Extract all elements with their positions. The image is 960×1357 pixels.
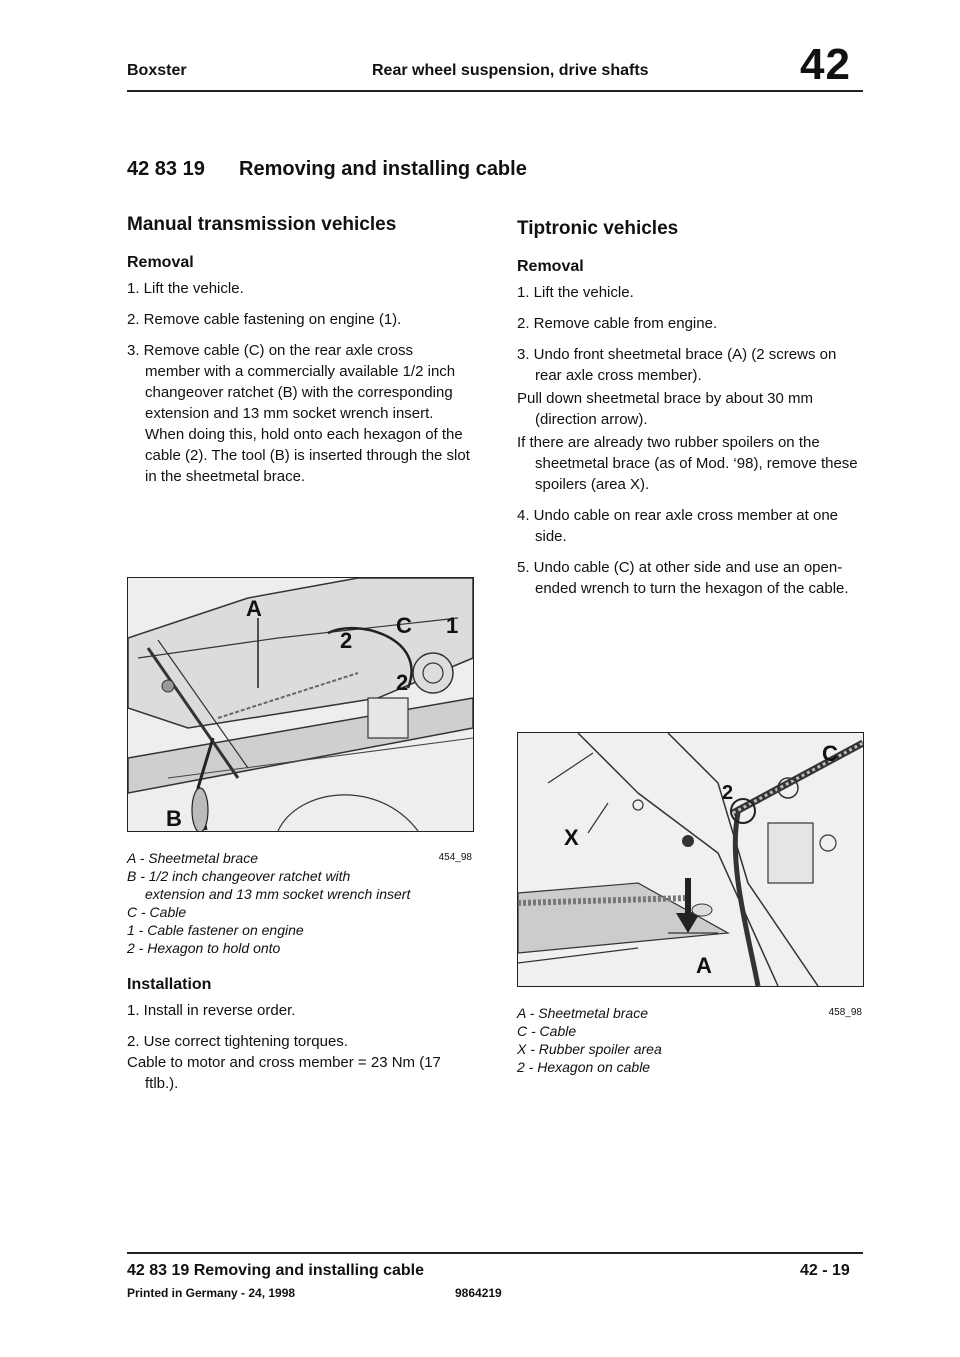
footer-rule [127, 1252, 863, 1254]
caption-item: 1 - Cable fastener on engine [127, 922, 304, 938]
left-heading: Manual transmission vehicles [127, 214, 397, 235]
list-item: 2. Use correct tightening torques. [127, 1033, 348, 1050]
list-item: 1. Install in reverse order. [127, 1002, 296, 1019]
caption-item: 2 - Hexagon on cable [517, 1059, 651, 1075]
list-item: 1. Lift the vehicle. [517, 284, 634, 301]
section-title [127, 158, 527, 181]
caption-item: A - Sheetmetal brace [517, 1005, 648, 1021]
left-removal-steps [127, 278, 472, 487]
list-item: 4. Undo cable on rear axle cross member at one side. [517, 507, 838, 545]
figure-label-2: 2 [722, 782, 734, 804]
left-column [127, 214, 472, 497]
footer-code: 9864219 [455, 1286, 502, 1300]
section-number: 42 83 19 [127, 158, 205, 180]
installation-steps [127, 1000, 472, 1094]
left-removal-heading: Removal [127, 254, 194, 271]
footer-printed: Printed in Germany - 24, 1998 [127, 1286, 296, 1300]
figure-label-b: B [166, 806, 182, 831]
figure-tiptronic [517, 732, 864, 987]
list-item: Cable to motor and cross member = 23 Nm (17 ftlb.). [127, 1054, 441, 1092]
caption-item: C - Cable [127, 904, 187, 920]
left-installation [127, 962, 472, 1104]
installation-heading: Installation [127, 976, 212, 993]
right-column [517, 218, 862, 609]
figure-reference: 458_98 [828, 1007, 862, 1018]
figure-illustration [128, 578, 473, 831]
figure-caption-right [517, 1004, 862, 1076]
list-item: 2. Remove cable fastening on engine (1). [127, 311, 402, 328]
header-rule [127, 90, 863, 92]
figure-label-a: A [246, 596, 262, 621]
section-name: Removing and installing cable [239, 158, 527, 180]
list-item: Pull down sheetmetal brace by about 30 mm (direction arrow). [517, 390, 813, 428]
header-chapter-number: 42 [800, 40, 851, 89]
figure-label-c: C [822, 741, 838, 766]
caption-item: extension and 13 mm socket wrench insert [145, 886, 411, 902]
list-item: 5. Undo cable (C) at other side and use an open-ended wrench to turn the hexagon of the cable. [517, 559, 849, 597]
list-item: 3. Remove cable (C) on the rear axle cross member with a commercially available 1/2 inch changeover ratchet (B) with the corresponding extension and 13 mm socket wrench insert. When doing this, hold onto each hexagon of the cable (2). The tool (B) is inserted through the slot in the sheetmetal brace. [127, 342, 470, 485]
caption-item: 2 - Hexagon to hold onto [127, 940, 281, 956]
list-item: 1. Lift the vehicle. [127, 280, 244, 297]
figure-reference: 454_98 [438, 852, 472, 863]
caption-item: A - Sheetmetal brace [127, 850, 258, 866]
figure-label-x: X [564, 825, 579, 850]
figure-label-c: C [396, 613, 412, 638]
right-removal-heading: Removal [517, 258, 584, 275]
header-brand: Boxster [127, 62, 187, 79]
figure-label-a: A [696, 953, 712, 978]
caption-row [517, 1004, 862, 1022]
figure-caption-left [127, 849, 472, 957]
footer-title: 42 83 19 Removing and installing cable [127, 1262, 424, 1279]
footer-page-number: 42 - 19 [800, 1262, 850, 1279]
caption-item: B - 1/2 inch changeover ratchet with [127, 868, 351, 884]
list-item: If there are already two rubber spoilers on the sheetmetal brace (as of Mod. ‘98), remove these spoilers (area X). [517, 434, 858, 493]
figure-label-2-top: 2 [340, 628, 353, 653]
figure-label-2-bottom: 2 [396, 670, 409, 695]
caption-item: C - Cable [517, 1023, 577, 1039]
list-item: 2. Remove cable from engine. [517, 315, 718, 332]
list-item: 3. Undo front sheetmetal brace (A) (2 screws on rear axle cross member). [517, 346, 837, 384]
right-heading: Tiptronic vehicles [517, 218, 679, 239]
figure-label-1: 1 [446, 613, 459, 638]
caption-item: X - Rubber spoiler area [517, 1041, 662, 1057]
header-chapter-title: Rear wheel suspension, drive shafts [372, 62, 649, 79]
figure-illustration [518, 733, 863, 986]
caption-row [127, 849, 472, 867]
right-removal-steps [517, 282, 862, 599]
figure-manual-transmission [127, 577, 474, 832]
